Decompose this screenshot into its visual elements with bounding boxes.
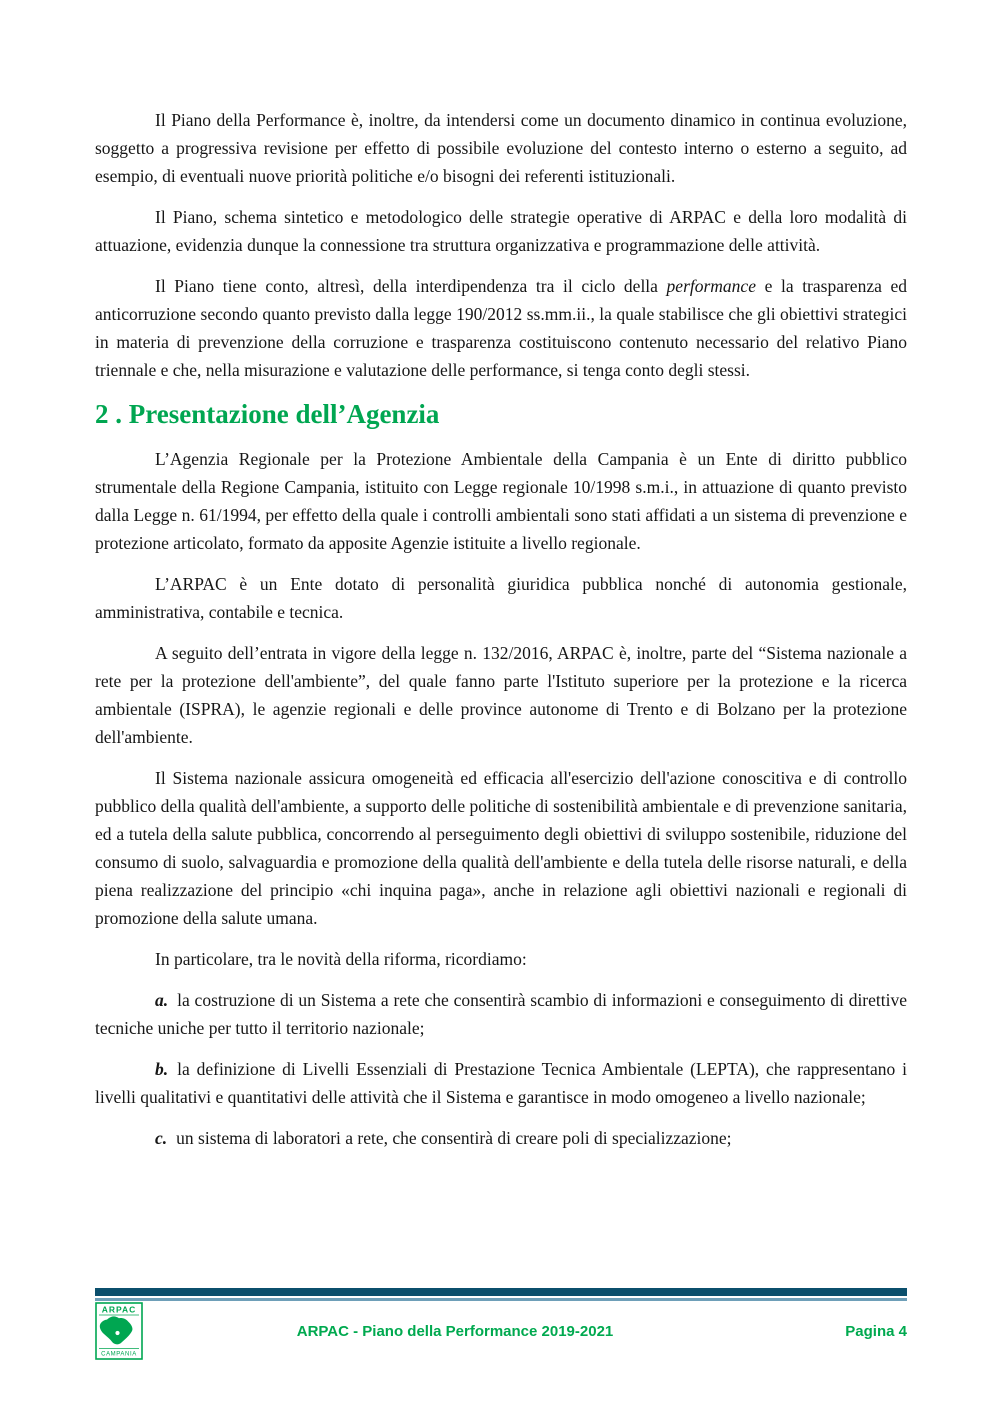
list-item-marker: b. <box>155 1059 169 1079</box>
footer-page-number: Pagina 4 <box>845 1322 907 1340</box>
list-item <box>95 1124 907 1152</box>
list-item <box>95 1055 907 1111</box>
paragraph: A seguito dell’entrata in vigore della legge n. 132/2016, ARPAC è, inoltre, parte del “Sistema nazionale a rete per la protezione dell'ambiente”, del quale fanno parte l'Istituto superiore per la protezione e la ricerca ambientale (ISPRA), le agenzie regionali e delle province autonome di Trento e di Bolzano per la protezione dell'ambiente. <box>95 643 907 747</box>
list-item <box>95 986 907 1042</box>
section-heading: 2 . Presentazione dell’Agenzia <box>95 399 440 429</box>
paragraph: L’Agenzia Regionale per la Protezione Ambientale della Campania è un Ente di diritto pubblico strumentale della Regione Campania, istituito con Legge regionale 10/1998 s.m.i., in attuazione di quanto previsto dalla Legge n. 61/1994, per effetto della quale i controlli ambientali sono stati affidati a un sistema di prevenzione e protezione articolato, formato da apposite Agenzie istituite a livello regionale. <box>95 449 907 553</box>
footer-rule-light <box>95 1298 907 1301</box>
paragraph: Il Piano, schema sintetico e metodologico delle strategie operative di ARPAC e della loro modalità di attuazione, evidenzia dunque la connessione tra struttura organizzativa e programmazione delle attività. <box>95 207 907 255</box>
list-item-text: la costruzione di un Sistema a rete che consentirà scambio di informazioni e conseguimento di direttive tecniche uniche per tutto il territorio nazionale; <box>95 990 907 1038</box>
logo-bottom-text: CAMPANIA <box>101 1351 137 1358</box>
list-item-marker: c. <box>155 1128 168 1148</box>
list-item-text: un sistema di laboratori a rete, che consentirà di creare poli di specializzazione; <box>176 1128 732 1148</box>
paragraph: In particolare, tra le novità della riforma, ricordiamo: <box>155 949 527 969</box>
paragraph: L’ARPAC è un Ente dotato di personalità giuridica pubblica nonché di autonomia gestionale, amministrativa, contabile e tecnica. <box>95 574 907 622</box>
footer-rule-dark <box>95 1288 907 1296</box>
italic-term: performance <box>666 276 756 296</box>
list-item-text: la definizione di Livelli Essenziali di Prestazione Tecnica Ambientale (LEPTA), che rappresentano i livelli qualitativi e quantitativi delle attività che il Sistema e garantisce in modo omogeneo a livello nazionale; <box>95 1059 907 1107</box>
paragraph <box>95 272 907 384</box>
paragraph-text: Il Piano tiene conto, altresì, della interdipendenza tra il ciclo della <box>155 276 667 296</box>
arpac-logo <box>95 1302 143 1360</box>
footer-title: ARPAC - Piano della Performance 2019-2021 <box>296 1322 614 1340</box>
paragraph-text: e la trasparenza ed anticorruzione secondo quanto previsto dalla legge 190/2012 ss.mm.ii., la quale stabilisce che gli obiettivi strategici in materia di prevenzione della corruzione e trasparenza costituiscono contenuto necessario del relativo Piano triennale e che, nella misurazione e valutazione delle performance, si tenga conto degli stessi. <box>95 276 907 380</box>
page-footer <box>95 1288 907 1360</box>
paragraph: Il Sistema nazionale assicura omogeneità ed efficacia all'esercizio dell'azione conoscitiva e di controllo pubblico della qualità dell'ambiente, a supporto delle politiche di sostenibilità ambientale e di prevenzione sanitaria, ed a tutela della salute pubblica, concorrendo al perseguimento degli obiettivi di sviluppo sostenibile, riduzione del consumo di suolo, salvaguardia e promozione della qualità dell'ambiente e della tutela delle risorse naturali, e della piena realizzazione del principio «chi inquina paga», anche in relazione agli obiettivi nazionali e regionali di promozione della salute umana. <box>95 768 907 928</box>
arpac-campania-logo-icon <box>95 1302 143 1360</box>
paragraph: Il Piano della Performance è, inoltre, da intendersi come un documento dinamico in continua evoluzione, soggetto a progressiva revisione per effetto di possibile evoluzione del contesto interno o esterno a seguito, ad esempio, di eventuali nuove priorità politiche e/o bisogni dei referenti istituzionali. <box>95 110 907 186</box>
list-item-marker: a. <box>155 990 169 1010</box>
page-body <box>95 106 907 1165</box>
logo-top-text: ARPAC <box>101 1304 137 1315</box>
